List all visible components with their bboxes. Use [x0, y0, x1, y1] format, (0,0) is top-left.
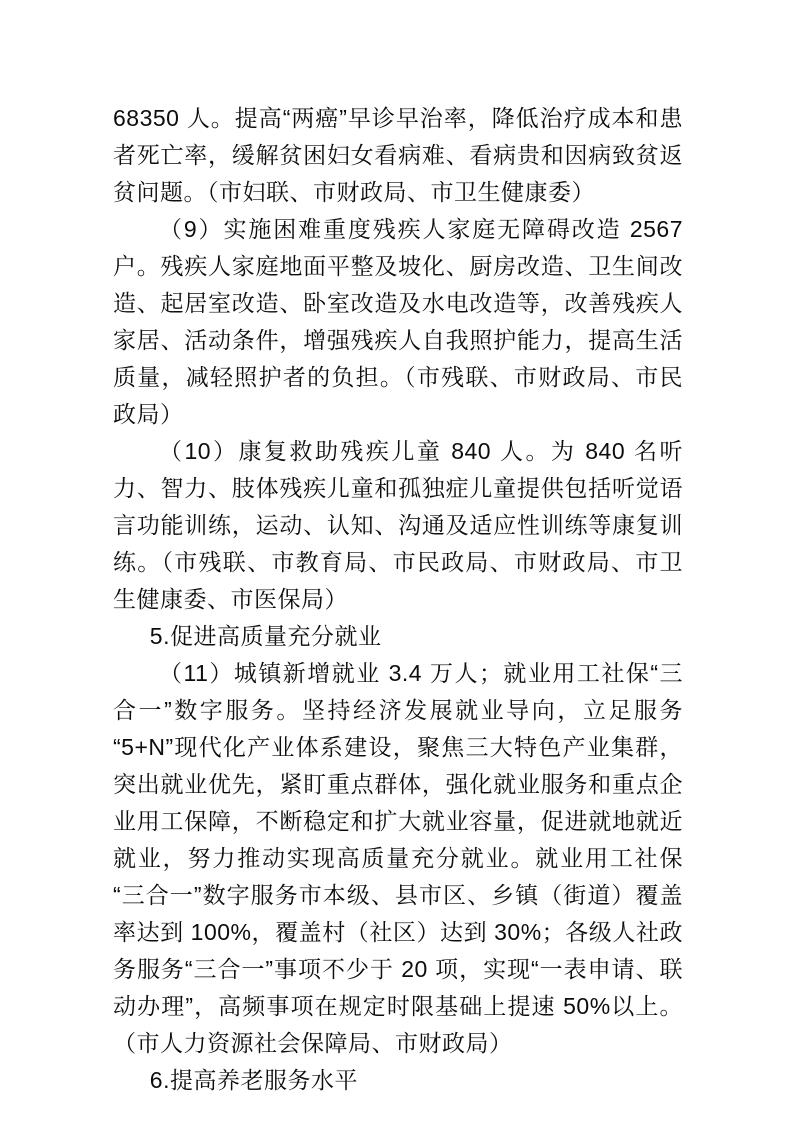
- paragraph-9-barrier-free-renovation: （9）实施困难重度残疾人家庭无障碍改造 2567 户。残疾人家庭地面平整及坡化、厨房改造、卫生间改造、起居室改造、卧室改造及水电改造等，改善残疾人家居、活动条件，增强残疾人自我照护能力，提高生活质量，减轻照护者的负担。（市残联、市财政局、市民政局）: [113, 216, 683, 427]
- document-text-block: [113, 100, 683, 1099]
- section-heading-6-elderly-care: 6.提高养老服务水平: [149, 1067, 358, 1093]
- section-heading-5-employment: 5.促进高质量充分就业: [149, 623, 382, 649]
- paragraph-11-urban-employment: （11）城镇新增就业 3.4 万人；就业用工社保“三合一”数字服务。坚持经济发展就业导向，立足服务“5+N”现代化产业体系建设，聚焦三大特色产业集群，突出就业优先，紧盯重点群体，强化就业服务和重点企业用工保障，不断稳定和扩大就业容量，促进就地就近就业，努力推动实现高质量充分就业。就业用工社保“三合一”数字服务市本级、县市区、乡镇（街道）覆盖率达到 100%，覆盖村（社区）达到 30%；各级人社政务服务“三合一”事项不少于 20 项，实现“一表申请、联动办理”，高频事项在规定时限基础上提速 50%以上。（市人力资源社会保障局、市财政局）: [113, 660, 683, 1056]
- paragraph-10-disabled-children-rehab: （10）康复救助残疾儿童 840 人。为 840 名听力、智力、肢体残疾儿童和孤独症儿童提供包括听觉语言功能训练，运动、认知、沟通及适应性训练等康复训练。（市残联、市教育局、市民政局、市财政局、市卫生健康委、市医保局）: [113, 438, 683, 612]
- paragraph-two-cancers-screening: 68350 人。提高“两癌”早诊早治率，降低治疗成本和患者死亡率，缓解贫困妇女看病难、看病贵和因病致贫返贫问题。（市妇联、市财政局、市卫生健康委）: [113, 105, 683, 205]
